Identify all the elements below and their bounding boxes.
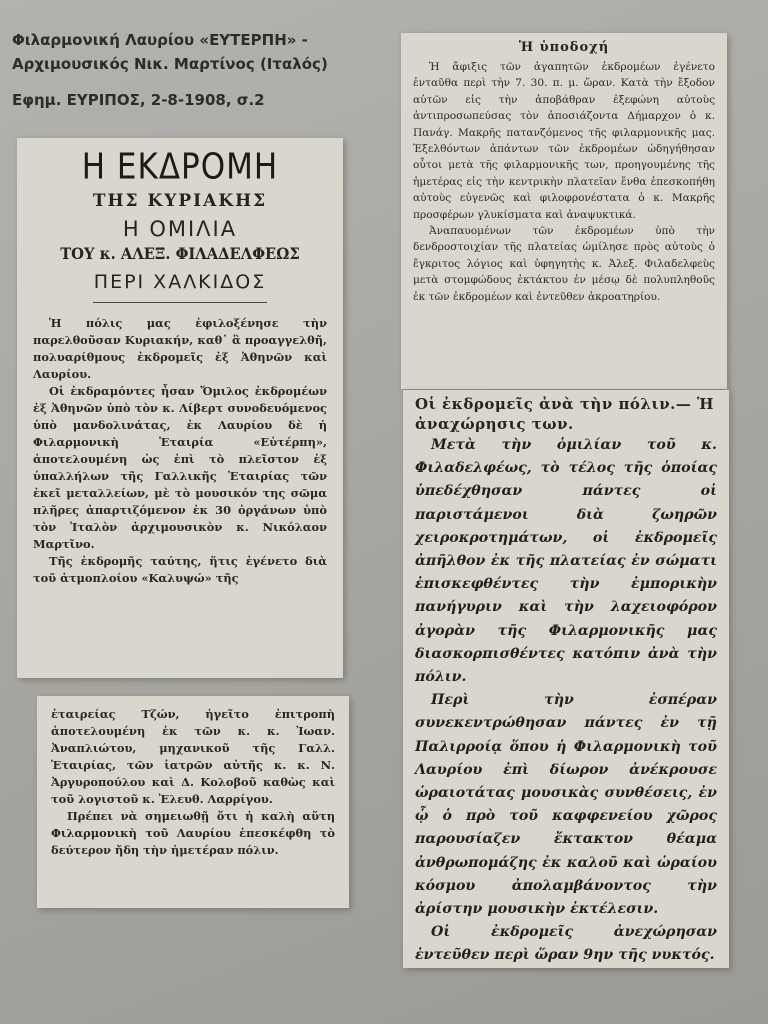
clipping-c-paragraph-1: Ἡ ἄφιξις τῶν ἀγαπητῶν ἐκδρομέων ἐγένετο ἐνταῦθα περὶ τὴν 7. 30. π. μ. ὥραν. Κατὰ τὴν ἔξοδον αὐτῶν εἰς τὴν ἀποβάθραν ἐξεφώνη αὐτοὺς ἀντιπροσωπεύσας τὸν ἀποσιάζοντα Δήμαρχον ὁ κ. Πανάγ. Μακρῆς πατανζόμενος τῆς φιλαρμονικῆς μας. Ἐξελθόντων ἁπάντων τῶν ἐκδρομέων ὡδηγήθησαν οὗτοι μετὰ τῆς φιλαρμονικῆς των, προηγουμένης τῆς ἡμετέρας εἰς τὴν κεντρικὴν πλατεῖαν ἔνθα ἐπεσκοπήθη αὐτοὺς εὐγενῶς καὶ φιλοφρονέστατα ὁ κ. Μακρῆς προσφέρων γλυκίσματα καὶ ἀναψυκτικά. <box>413 61 715 221</box>
headline-main: Η ΕΚΔΡΟΜΗ <box>81 146 279 188</box>
clipping-c-paragraph-2: Ἀναπαυομένων τῶν ἐκδρομέων ὑπὸ τὴν δενδροστοιχίαν τῆς πλατείας ὡμίλησε πρὸς αὐτοὺς ὁ ἔγκριτος λόγιος καὶ ὑφηγητὴς κ. Ἀλεξ. Φιλαδελφεὺς μετὰ στομφώδους ἐκτάκτου ἐν μέσῳ δὲ πολυπληθοῦς ἐκ τῶν ἐκδρομέων καὶ ἐντεῦθεν ἀκροατηρίου. <box>413 225 715 303</box>
headline-speech: Η ΟΜΙΛΙΑ <box>122 217 238 241</box>
headline-sub: ΤΗΣ ΚΥΡΙΑΚΗΣ <box>92 191 268 211</box>
clipping-a-paragraph-3: Τῆς ἐκδρομῆς ταύτης, ἥτις ἐγένετο διὰ τοῦ ἀτμοπλοίου «Καλυψώ» τῆς <box>33 554 327 585</box>
clipping-d-paragraph-1: Μετὰ τὴν ὁμιλίαν τοῦ κ. Φιλαδελφέως, τὸ τέλος τῆς ὁποίας ὑπεδέχθησαν πάντες οἱ παριστάμενοι διὰ ζωηρῶν χειροκροτημάτων, οἱ ἐκδρομεῖς ἀπῆλθον ἐκ τῆς πλατείας ἐν σώματι ἐπισκεφθέντες τὴν ἐμπορικὴν πανήγυριν καὶ τὴν λαχειοφόρον ἀγορὰν τῆς Φιλαρμονικῆς μας διασκορπισθέντες κατόπιν ἀνὰ τὴν πόλιν. <box>415 437 717 686</box>
caption-title-line1: Φιλαρμονική Λαυρίου «ΕΥΤΕΡΠΗ» - <box>12 31 308 49</box>
clipping-b-paragraph-2: Πρέπει νὰ σημειωθῇ ὅτι ἡ καλὴ αὕτη Φιλαρμονικὴ τοῦ Λαυρίου ἐπεσκέφθη τὸ δεύτερον ἤδη τὴν ἡμετέραν πόλιν. <box>51 809 335 857</box>
newspaper-clipping-departure <box>403 390 729 968</box>
caption-block <box>12 28 392 112</box>
newspaper-clipping-continuation <box>37 696 349 908</box>
clipping-d-paragraph-3: Οἱ ἐκδρομεῖς ἀνεχώρησαν ἐντεῦθεν περὶ ὥραν 9ην τῆς νυκτός. <box>415 924 717 964</box>
headline-speaker: ΤΟΥ κ. ΑΛΕΞ. ΦΙΛΑΔΕΛΦΕΩΣ <box>60 244 300 263</box>
clipping-d-paragraph-2: Περὶ τὴν ἑσπέραν συνεκεντρώθησαν πάντες ἐν τῇ Παλιρροίᾳ ὅπου ἡ Φιλαρμονικὴ τοῦ Λαυρίου ἐπὶ δίωρον ἀνέκρουσε ὡραιοτάτας μουσικὰς συνθέσεις, ἐν ᾧ ὁ πρὸ τοῦ καφφενείου χῶρος παρουσίαζεν ἔκτακτον θέαμα ἀνθρωπομάζης ἐκ καλοῦ καὶ ὡραίου κόσμου ἀπολαμβάνοντος τὴν ἀρίστην μουσικὴν ἐκτέλεσιν. <box>415 692 717 918</box>
divider-rule <box>93 302 267 303</box>
caption-source: Εφημ. ΕΥΡΙΠΟΣ, 2-8-1908, σ.2 <box>12 91 265 109</box>
clipping-a-paragraph-2: Οἱ ἐκδραμόντες ἦσαν Ὅμιλος ἐκδρομέων ἐξ Ἀθηνῶν ὑπὸ τὸν κ. Λίβερτ συνοδευόμενος ὑπὸ μανδολινάτας, ἐκ Λαυρίου δὲ ἡ Φιλαρμονικὴ Ἑταιρία «Εὐτέρπη», ἀποτελουμένη ὡς ἐπὶ τὸ πλεῖστον ἐξ ὑπαλλήλων τῆς Γαλλικῆς Ἑταιρίας τῶν ἐκεῖ μεταλλείων, μὲ τὸ μουσικόν της σῶμα πλῆρες ἀπαρτιζόμενον ἐκ 30 ὀργάνων ὑπὸ τὸν Ἰταλὸν ἀρχιμουσικὸν κ. Νικόλαον Μαρτῖνο. <box>33 384 327 551</box>
clipping-b-paragraph-1: ἑταιρείας Τζών, ἡγεῖτο ἐπιτροπὴ ἀποτελουμένη ἐκ τῶν κ. κ. Ἰωαν. Ἀναπλιώτου, μηχανικοῦ τῆς Γαλλ. Ἑταιρίας, τῶν ἰατρῶν αὐτῆς κ. κ. Ν. Ἀργυροπούλου καὶ Δ. Κολοβοῦ καθὼς καὶ τοῦ λογιστοῦ κ. Ἐλευθ. Λαρρίγου. <box>51 707 335 806</box>
newspaper-clipping-reception <box>401 33 727 389</box>
caption-title-line2: Αρχιμουσικός Νικ. Μαρτίνος (Ιταλός) <box>12 55 328 73</box>
newspaper-clipping-headline <box>17 138 343 678</box>
clipping-a-paragraph-1: Ἡ πόλις μας ἐφιλοξένησε τὴν παρελθοῦσαν Κυριακήν, καθ᾽ ἃ προαγγελθῆ, πολυαρίθμους ἐκδρομεῖς ἐξ Ἀθηνῶν καὶ Λαυρίου. <box>33 316 327 381</box>
reception-heading: Ἡ ὑποδοχή <box>518 40 610 55</box>
headline-topic: ΠΕΡΙ ΧΑΛΚΙΔΟΣ <box>93 271 267 293</box>
departure-heading: Οἱ ἐκδρομεῖς ἀνὰ τὴν πόλιν.— Ἡ ἀναχώρησις των. <box>415 395 714 433</box>
